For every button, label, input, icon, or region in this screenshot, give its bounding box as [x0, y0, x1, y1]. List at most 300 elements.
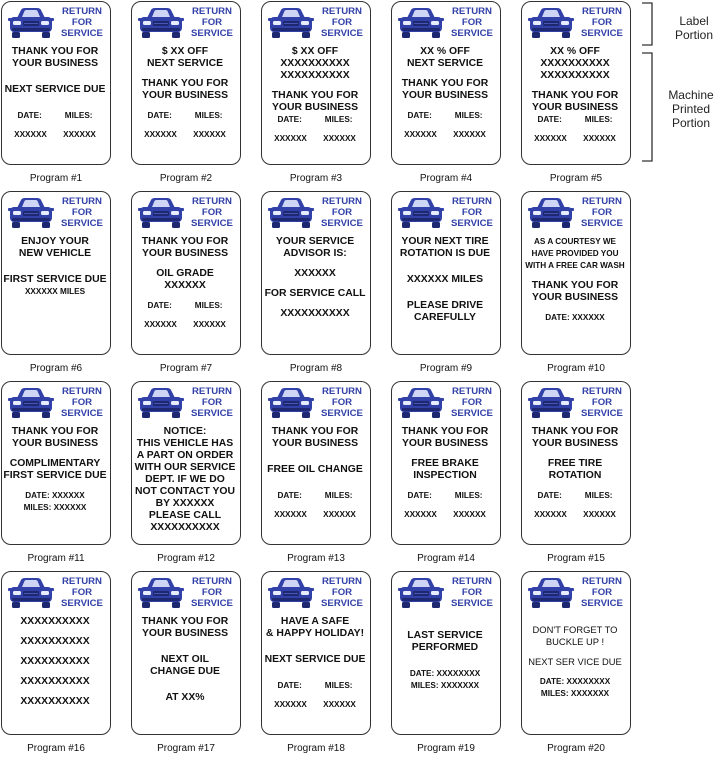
- message-line: AS A COURTESY WE: [533, 237, 617, 246]
- date-label: DATE:: [147, 111, 172, 120]
- message-line: XXXXXXXXXX: [540, 70, 610, 81]
- service-sticker-card: [521, 191, 631, 355]
- message-line: OIL GRADE: [156, 268, 214, 279]
- return-for-service-text: [186, 6, 238, 39]
- line-spacer: [522, 272, 628, 280]
- message-line: YOUR BUSINESS: [401, 90, 489, 101]
- line-spacer: [262, 300, 368, 308]
- program-cell: [521, 380, 651, 570]
- miles-value: XXXXXX: [323, 700, 356, 709]
- line-spacer: [2, 450, 108, 458]
- message-line: XXXXXXXXXX: [540, 58, 610, 69]
- program-caption: Program #17: [157, 743, 215, 754]
- message-line: XXXXXXXXXX: [280, 308, 350, 319]
- program-cell: [131, 570, 261, 758]
- message-line: FIRST SERVICE DUE: [3, 470, 107, 481]
- return-for-service-line: RETURN: [322, 196, 362, 207]
- line-spacer: [392, 450, 498, 458]
- return-for-service-text: [56, 386, 108, 419]
- message-line: COMPLIMENTARY: [9, 458, 101, 469]
- program-cell: [261, 0, 391, 190]
- program-caption: Program #14: [417, 553, 475, 564]
- message-line: THANK YOU FOR: [11, 426, 99, 437]
- label-portion-annotation: [668, 14, 720, 42]
- miles-label: MILES:: [324, 681, 353, 690]
- line-spacer: [2, 688, 108, 696]
- line-spacer: [2, 648, 108, 656]
- message-line: THANK YOU FOR: [271, 90, 359, 101]
- date-label: DATE:: [277, 115, 302, 124]
- return-for-service-line: FOR: [331, 17, 353, 28]
- date-value: XXXXXX: [404, 130, 437, 139]
- program-cell: [391, 380, 521, 570]
- label-portion-brace: [640, 2, 660, 46]
- return-for-service-line: FOR: [201, 17, 223, 28]
- program-caption: Program #18: [287, 743, 345, 754]
- program-cell: [131, 190, 261, 380]
- line-spacer: [522, 501, 628, 509]
- program-cell: [1, 0, 131, 190]
- return-for-service-text: [316, 196, 368, 229]
- miles-label: MILES:: [454, 491, 483, 500]
- car-front-icon: [8, 196, 54, 230]
- message-line: XXXXXXXXXX: [20, 616, 90, 627]
- program-caption: Program #15: [547, 553, 605, 564]
- message-line: $ XX OFF: [291, 46, 339, 57]
- line-spacer: [2, 121, 108, 129]
- line-spacer: [522, 668, 628, 676]
- program-cell: [1, 380, 131, 570]
- date-miles-labels: [262, 680, 368, 691]
- date-value: XXXXXX: [274, 510, 307, 519]
- date-miles-labels: [522, 114, 628, 125]
- return-for-service-line: SERVICE: [61, 408, 103, 419]
- date-label: DATE:: [277, 491, 302, 500]
- message-line: THANK YOU FOR: [141, 616, 229, 627]
- return-for-service-line: FOR: [591, 17, 613, 28]
- date-miles-values: [262, 133, 368, 144]
- car-front-icon: [268, 386, 314, 420]
- message-line: YOUR BUSINESS: [271, 438, 359, 449]
- message-line: PERFORMED: [411, 642, 479, 653]
- service-sticker-card: [1, 1, 111, 165]
- line-spacer: [132, 102, 238, 110]
- car-front-icon: [528, 196, 574, 230]
- program-cell: [1, 570, 131, 758]
- message-line: NEXT OIL: [161, 654, 209, 665]
- line-spacer: [522, 616, 628, 624]
- return-for-service-line: RETURN: [62, 386, 102, 397]
- return-for-service-line: FOR: [331, 587, 353, 598]
- return-for-service-line: SERVICE: [451, 408, 493, 419]
- machine-printed-portion: [522, 616, 628, 700]
- label-portion-line2: Portion: [674, 28, 714, 42]
- return-for-service-text: [446, 386, 498, 419]
- machine-printed-portion: [262, 426, 368, 520]
- return-for-service-line: FOR: [591, 207, 613, 218]
- program-caption: Program #2: [159, 173, 213, 184]
- return-for-service-text: [576, 576, 628, 609]
- message-line: WITH OUR SERVICE: [134, 462, 236, 473]
- message-line: CHANGE DUE: [150, 666, 220, 677]
- line-spacer: [132, 678, 238, 692]
- program-caption: Program #8: [289, 363, 343, 374]
- label-portion: [268, 195, 368, 231]
- date-miles-values: [262, 699, 368, 710]
- car-front-icon: [528, 6, 574, 40]
- message-line: NEW VEHICLE: [18, 248, 92, 259]
- machine-printed-portion: [2, 426, 108, 514]
- label-portion: [8, 195, 108, 231]
- date-miles-labels: [132, 300, 238, 311]
- date-value: XXXXXX: [274, 700, 307, 709]
- program-caption: Program #11: [27, 553, 85, 564]
- return-for-service-line: RETURN: [582, 386, 622, 397]
- return-for-service-line: FOR: [461, 17, 483, 28]
- label-portion: [528, 575, 628, 611]
- return-for-service-line: RETURN: [192, 6, 232, 17]
- return-for-service-text: [56, 6, 108, 39]
- message-line: XXXXXXXXXX: [280, 58, 350, 69]
- program-cell: [391, 190, 521, 380]
- line-spacer: [392, 482, 498, 490]
- date-miles-values: [392, 509, 498, 520]
- return-for-service-line: RETURN: [322, 576, 362, 587]
- machine-printed-portion: [262, 46, 368, 144]
- return-for-service-line: RETURN: [192, 576, 232, 587]
- miles-value: XXXXXX: [193, 320, 226, 329]
- return-for-service-line: RETURN: [62, 6, 102, 17]
- return-for-service-line: FOR: [591, 587, 613, 598]
- date-miles-values: [262, 509, 368, 520]
- return-for-service-text: [56, 576, 108, 609]
- return-for-service-line: SERVICE: [61, 28, 103, 39]
- message-line: MILES: XXXXXXX: [540, 689, 610, 698]
- line-spacer: [262, 125, 368, 133]
- return-for-service-line: RETURN: [452, 6, 492, 17]
- line-spacer: [2, 96, 108, 110]
- program-caption: Program #20: [547, 743, 605, 754]
- date-value: XXXXXX: [534, 134, 567, 143]
- service-sticker-card: [1, 381, 111, 545]
- message-line: NEXT SERVICE: [406, 58, 484, 69]
- return-for-service-line: SERVICE: [581, 408, 623, 419]
- line-spacer: [392, 70, 498, 78]
- return-for-service-text: [316, 576, 368, 609]
- label-portion: [8, 385, 108, 421]
- date-value: XXXXXX: [14, 130, 47, 139]
- machine-printed-portion: [2, 236, 108, 298]
- date-miles-values: [522, 133, 628, 144]
- message-line: NOTICE:: [163, 426, 207, 437]
- return-for-service-line: SERVICE: [581, 598, 623, 609]
- message-line: XXXXXXXXXX: [20, 636, 90, 647]
- date-miles-values: [132, 129, 238, 140]
- message-line: MILES: XXXXXXX: [410, 681, 480, 690]
- miles-label: MILES:: [584, 491, 613, 500]
- program-cell: [391, 0, 521, 190]
- service-sticker-card: [391, 381, 501, 545]
- message-line: XXXXXX MILES: [24, 287, 86, 296]
- message-line: YOUR BUSINESS: [11, 438, 99, 449]
- return-for-service-line: FOR: [201, 397, 223, 408]
- machine-printed-portion: [522, 236, 628, 324]
- return-for-service-line: FOR: [461, 397, 483, 408]
- machine-printed-portion: [132, 236, 238, 330]
- message-line: FOR SERVICE CALL: [264, 288, 366, 299]
- label-portion: [8, 5, 108, 41]
- return-for-service-line: FOR: [331, 397, 353, 408]
- return-for-service-text: [56, 196, 108, 229]
- line-spacer: [522, 125, 628, 133]
- label-portion: [268, 385, 368, 421]
- message-line: WITH A FREE CAR WASH: [525, 261, 625, 270]
- machine-printed-brace: [640, 52, 660, 162]
- message-line: ENJOY YOUR: [21, 236, 89, 247]
- return-for-service-line: FOR: [201, 207, 223, 218]
- machine-printed-portion: [262, 236, 368, 320]
- machine-printed-line2: Printed: [671, 102, 711, 116]
- message-line: NOT CONTACT YOU: [134, 486, 236, 497]
- line-spacer: [262, 260, 368, 268]
- message-line: & HAPPY HOLIDAY!: [265, 628, 365, 639]
- message-line: THANK YOU FOR: [401, 78, 489, 89]
- date-value: XXXXXX: [144, 320, 177, 329]
- machine-printed-portion: [522, 426, 628, 520]
- car-front-icon: [138, 386, 184, 420]
- line-spacer: [262, 450, 368, 464]
- service-sticker-card: [391, 571, 501, 735]
- return-for-service-text: [186, 196, 238, 229]
- message-line: YOUR BUSINESS: [141, 90, 229, 101]
- program-caption: Program #9: [419, 363, 473, 374]
- label-portion: [138, 385, 238, 421]
- return-for-service-line: FOR: [461, 587, 483, 598]
- service-sticker-card: [131, 571, 241, 735]
- label-portion: [398, 385, 498, 421]
- message-line: YOUR SERVICE: [275, 236, 355, 247]
- machine-printed-portion: [392, 426, 498, 520]
- miles-value: XXXXXX: [583, 510, 616, 519]
- message-line: DATE: XXXXXXXX: [539, 677, 611, 686]
- line-spacer: [132, 311, 238, 319]
- message-line: LAST SERVICE: [407, 630, 483, 641]
- program-caption: Program #19: [417, 743, 475, 754]
- service-sticker-card: [521, 571, 631, 735]
- message-line: XXXXXXXXXX: [280, 70, 350, 81]
- date-miles-labels: [132, 110, 238, 121]
- label-portion: [528, 195, 628, 231]
- service-sticker-card: [261, 1, 371, 165]
- miles-label: MILES:: [454, 111, 483, 120]
- label-portion: [528, 385, 628, 421]
- car-front-icon: [268, 6, 314, 40]
- line-spacer: [262, 666, 368, 680]
- return-for-service-line: SERVICE: [451, 28, 493, 39]
- return-for-service-line: SERVICE: [321, 28, 363, 39]
- miles-label: MILES:: [324, 491, 353, 500]
- return-for-service-line: SERVICE: [191, 28, 233, 39]
- return-for-service-line: SERVICE: [191, 408, 233, 419]
- machine-printed-line3: Portion: [671, 116, 711, 130]
- label-portion: [268, 5, 368, 41]
- message-line: THANK YOU FOR: [141, 78, 229, 89]
- return-for-service-line: SERVICE: [191, 218, 233, 229]
- return-for-service-text: [316, 6, 368, 39]
- line-spacer: [522, 648, 628, 656]
- line-spacer: [132, 292, 238, 300]
- message-line: NEXT SERVICE DUE: [4, 84, 106, 95]
- program-cell: [1, 190, 131, 380]
- machine-printed-portion: [132, 426, 238, 534]
- program-cell: [391, 570, 521, 758]
- car-front-icon: [528, 386, 574, 420]
- date-miles-values: [2, 129, 108, 140]
- return-for-service-line: FOR: [461, 207, 483, 218]
- program-caption: Program #13: [287, 553, 345, 564]
- car-front-icon: [138, 576, 184, 610]
- message-line: FREE TIRE: [547, 458, 603, 469]
- miles-value: XXXXXX: [323, 510, 356, 519]
- return-for-service-text: [446, 196, 498, 229]
- return-for-service-line: RETURN: [452, 196, 492, 207]
- car-front-icon: [8, 386, 54, 420]
- miles-value: XXXXXX: [323, 134, 356, 143]
- line-spacer: [132, 260, 238, 268]
- label-portion: [398, 5, 498, 41]
- date-miles-values: [392, 129, 498, 140]
- message-line: ROTATION IS DUE: [399, 248, 491, 259]
- line-spacer: [262, 640, 368, 654]
- message-line: XXXXXXXXXX: [20, 696, 90, 707]
- program-cell: [131, 380, 261, 570]
- message-line: THANK YOU FOR: [401, 426, 489, 437]
- date-miles-labels: [262, 490, 368, 501]
- return-for-service-text: [446, 6, 498, 39]
- car-front-icon: [398, 576, 444, 610]
- miles-label: MILES:: [324, 115, 353, 124]
- date-label: DATE:: [537, 115, 562, 124]
- return-for-service-line: SERVICE: [451, 598, 493, 609]
- message-line: XXXXXXXXXX: [150, 522, 220, 533]
- return-for-service-text: [446, 576, 498, 609]
- date-value: XXXXXX: [274, 134, 307, 143]
- car-front-icon: [138, 196, 184, 230]
- return-for-service-text: [316, 386, 368, 419]
- machine-printed-annotation: [662, 88, 720, 130]
- message-line: BY XXXXXX: [155, 498, 215, 509]
- return-for-service-line: FOR: [201, 587, 223, 598]
- message-line: PLEASE DRIVE: [406, 300, 484, 311]
- return-for-service-text: [186, 386, 238, 419]
- message-line: DEPT. IF WE DO: [145, 474, 225, 485]
- line-spacer: [262, 501, 368, 509]
- miles-value: XXXXXX: [583, 134, 616, 143]
- date-value: XXXXXX: [534, 510, 567, 519]
- message-line: YOUR BUSINESS: [401, 438, 489, 449]
- return-for-service-text: [576, 6, 628, 39]
- line-spacer: [132, 640, 238, 654]
- date-miles-labels: [392, 490, 498, 501]
- miles-value: XXXXXX: [63, 130, 96, 139]
- service-sticker-card: [521, 1, 631, 165]
- service-sticker-card: [131, 381, 241, 545]
- car-front-icon: [8, 6, 54, 40]
- program-caption: Program #6: [29, 363, 83, 374]
- line-spacer: [2, 260, 108, 274]
- return-for-service-line: SERVICE: [581, 28, 623, 39]
- service-sticker-card: [1, 571, 111, 735]
- program-caption: Program #1: [29, 173, 83, 184]
- program-cell: [261, 380, 391, 570]
- car-front-icon: [398, 386, 444, 420]
- label-portion: [138, 5, 238, 41]
- program-cell: [261, 190, 391, 380]
- program-caption: Program #16: [27, 743, 85, 754]
- message-line: DATE: XXXXXXXX: [409, 669, 481, 678]
- label-portion: [398, 575, 498, 611]
- miles-value: XXXXXX: [193, 130, 226, 139]
- message-line: YOUR BUSINESS: [531, 292, 619, 303]
- line-spacer: [392, 102, 498, 110]
- miles-label: MILES:: [194, 111, 223, 120]
- car-front-icon: [138, 6, 184, 40]
- message-line: XXXXXX MILES: [406, 274, 484, 285]
- message-line: YOUR BUSINESS: [141, 248, 229, 259]
- label-portion: [398, 195, 498, 231]
- machine-printed-portion: [392, 616, 498, 692]
- message-line: XX % OFF: [420, 46, 470, 57]
- message-line: BUCKLE UP !: [545, 636, 605, 647]
- date-miles-labels: [522, 490, 628, 501]
- line-spacer: [2, 628, 108, 636]
- line-spacer: [2, 482, 108, 490]
- service-sticker-card: [261, 191, 371, 355]
- label-portion: [138, 575, 238, 611]
- line-spacer: [262, 82, 368, 90]
- service-sticker-card: [391, 1, 501, 165]
- machine-printed-portion: [262, 616, 368, 710]
- machine-printed-portion: [2, 46, 108, 140]
- message-line: FREE OIL CHANGE: [267, 464, 363, 475]
- date-miles-values: [132, 319, 238, 330]
- label-portion: [8, 575, 108, 611]
- car-front-icon: [398, 196, 444, 230]
- return-for-service-line: SERVICE: [61, 218, 103, 229]
- message-line: THANK YOU FOR: [531, 280, 619, 291]
- car-front-icon: [268, 576, 314, 610]
- date-value: XXXXXX: [404, 510, 437, 519]
- service-sticker-card: [131, 1, 241, 165]
- message-line: THANK YOU FOR: [141, 236, 229, 247]
- date-label: DATE:: [17, 111, 42, 120]
- machine-printed-portion: [392, 46, 498, 140]
- return-for-service-line: RETURN: [452, 576, 492, 587]
- line-spacer: [522, 450, 628, 458]
- program-cell: [521, 190, 651, 380]
- miles-label: MILES:: [584, 115, 613, 124]
- message-line: ROTATION: [548, 470, 602, 481]
- service-sticker-card: [1, 191, 111, 355]
- message-line: THANK YOU FOR: [531, 90, 619, 101]
- return-for-service-line: RETURN: [192, 196, 232, 207]
- line-spacer: [392, 654, 498, 668]
- line-spacer: [262, 280, 368, 288]
- message-line: NEXT SERVICE DUE: [264, 654, 366, 665]
- message-line: YOUR BUSINESS: [531, 102, 619, 113]
- message-line: DATE: XXXXXX: [25, 491, 85, 500]
- service-sticker-card: [391, 191, 501, 355]
